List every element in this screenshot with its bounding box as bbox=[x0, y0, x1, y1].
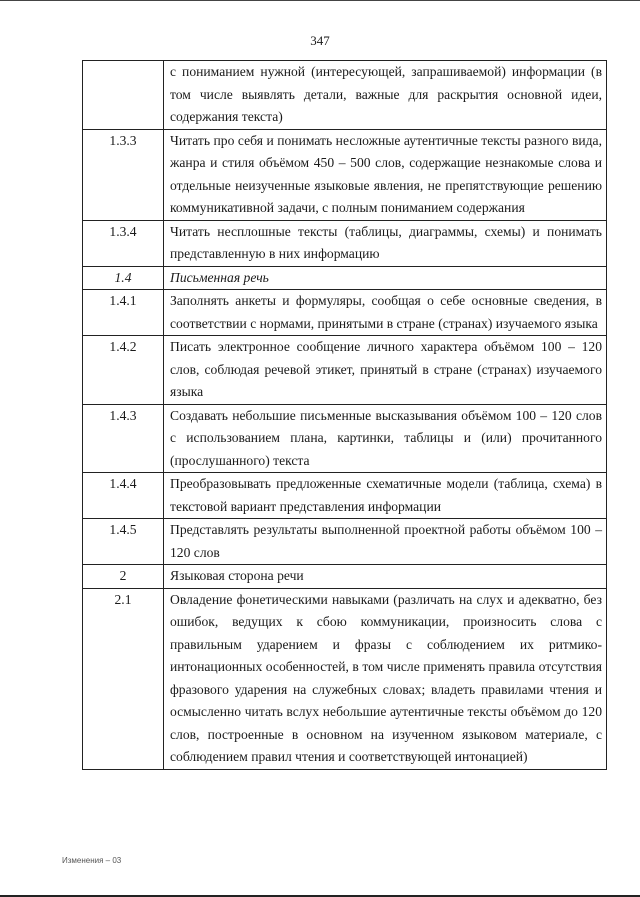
row-number-cell: 2 bbox=[83, 565, 164, 589]
row-text-cell: Преобразовывать предложенные схематичные модели (таблица, схема) в текстовой вариант представления информации bbox=[164, 473, 607, 519]
row-number-cell: 1.4.2 bbox=[83, 336, 164, 405]
row-text-cell: Читать несплошные тексты (таблицы, диаграммы, схемы) и понимать представленную в них информацию bbox=[164, 220, 607, 266]
row-number-cell: 1.4.4 bbox=[83, 473, 164, 519]
table-row bbox=[83, 61, 607, 130]
row-number-cell: 1.4 bbox=[83, 266, 164, 290]
row-text-cell: Представлять результаты выполненной проектной работы объёмом 100 – 120 слов bbox=[164, 519, 607, 565]
row-number-cell: 2.1 bbox=[83, 588, 164, 769]
table-row bbox=[83, 266, 607, 290]
row-number-cell: 1.4.3 bbox=[83, 404, 164, 473]
table-body bbox=[83, 61, 607, 770]
row-text-cell: Овладение фонетическими навыками (различать на слух и адекватно, без ошибок, ведущих к сбою коммуникации, произносить слова с правильным ударением и фразы с соблюдением их ритмико-интонационных особенностей, в том числе применять правила отсутствия фразового ударения на служебных словах; владеть правилами чтения и осмысленно читать вслух небольшие аутентичные тексты объёмом до 120 слов, построенные в основном на изученном языковом материале, с соблюдением правил чтения и соответствующей интонацией) bbox=[164, 588, 607, 769]
table-row bbox=[83, 565, 607, 589]
row-number-cell bbox=[83, 61, 164, 130]
row-number-cell: 1.3.4 bbox=[83, 220, 164, 266]
row-text-cell: Заполнять анкеты и формуляры, сообщая о себе основные сведения, в соответствии с нормами, принятыми в стране (странах) изучаемого языка bbox=[164, 290, 607, 336]
row-text-cell: с пониманием нужной (интересующей, запрашиваемой) информации (в том числе выявлять детали, важные для раскрытия основной идеи, содержания текста) bbox=[164, 61, 607, 130]
table-row bbox=[83, 129, 607, 220]
content-table bbox=[82, 60, 607, 770]
table-row bbox=[83, 473, 607, 519]
row-text-cell: Читать про себя и понимать несложные аутентичные тексты разного вида, жанра и стиля объёмом 450 – 500 слов, содержащие незнакомые слова и отдельные неизученные языковые явления, не препятствующие решению коммуникативной задачи, с полным пониманием содержания bbox=[164, 129, 607, 220]
row-number-cell: 1.4.5 bbox=[83, 519, 164, 565]
row-text-cell: Письменная речь bbox=[164, 266, 607, 290]
table-row bbox=[83, 220, 607, 266]
table-row bbox=[83, 588, 607, 769]
row-text-cell: Писать электронное сообщение личного характера объёмом 100 – 120 слов, соблюдая речевой этикет, принятый в стране (странах) изучаемого языка bbox=[164, 336, 607, 405]
row-number-cell: 1.4.1 bbox=[83, 290, 164, 336]
page-number: 347 bbox=[310, 33, 330, 48]
row-text-cell: Языковая сторона речи bbox=[164, 565, 607, 589]
row-number-cell: 1.3.3 bbox=[83, 129, 164, 220]
table-row bbox=[83, 519, 607, 565]
scan-top-edge bbox=[0, 0, 640, 1]
table-row bbox=[83, 336, 607, 405]
table-row bbox=[83, 404, 607, 473]
footer-revision-note: Изменения – 03 bbox=[62, 856, 122, 865]
table-row bbox=[83, 290, 607, 336]
row-text-cell: Создавать небольшие письменные высказывания объёмом 100 – 120 слов с использованием плана, картинки, таблицы и (или) прочитанного (прослушанного) текста bbox=[164, 404, 607, 473]
